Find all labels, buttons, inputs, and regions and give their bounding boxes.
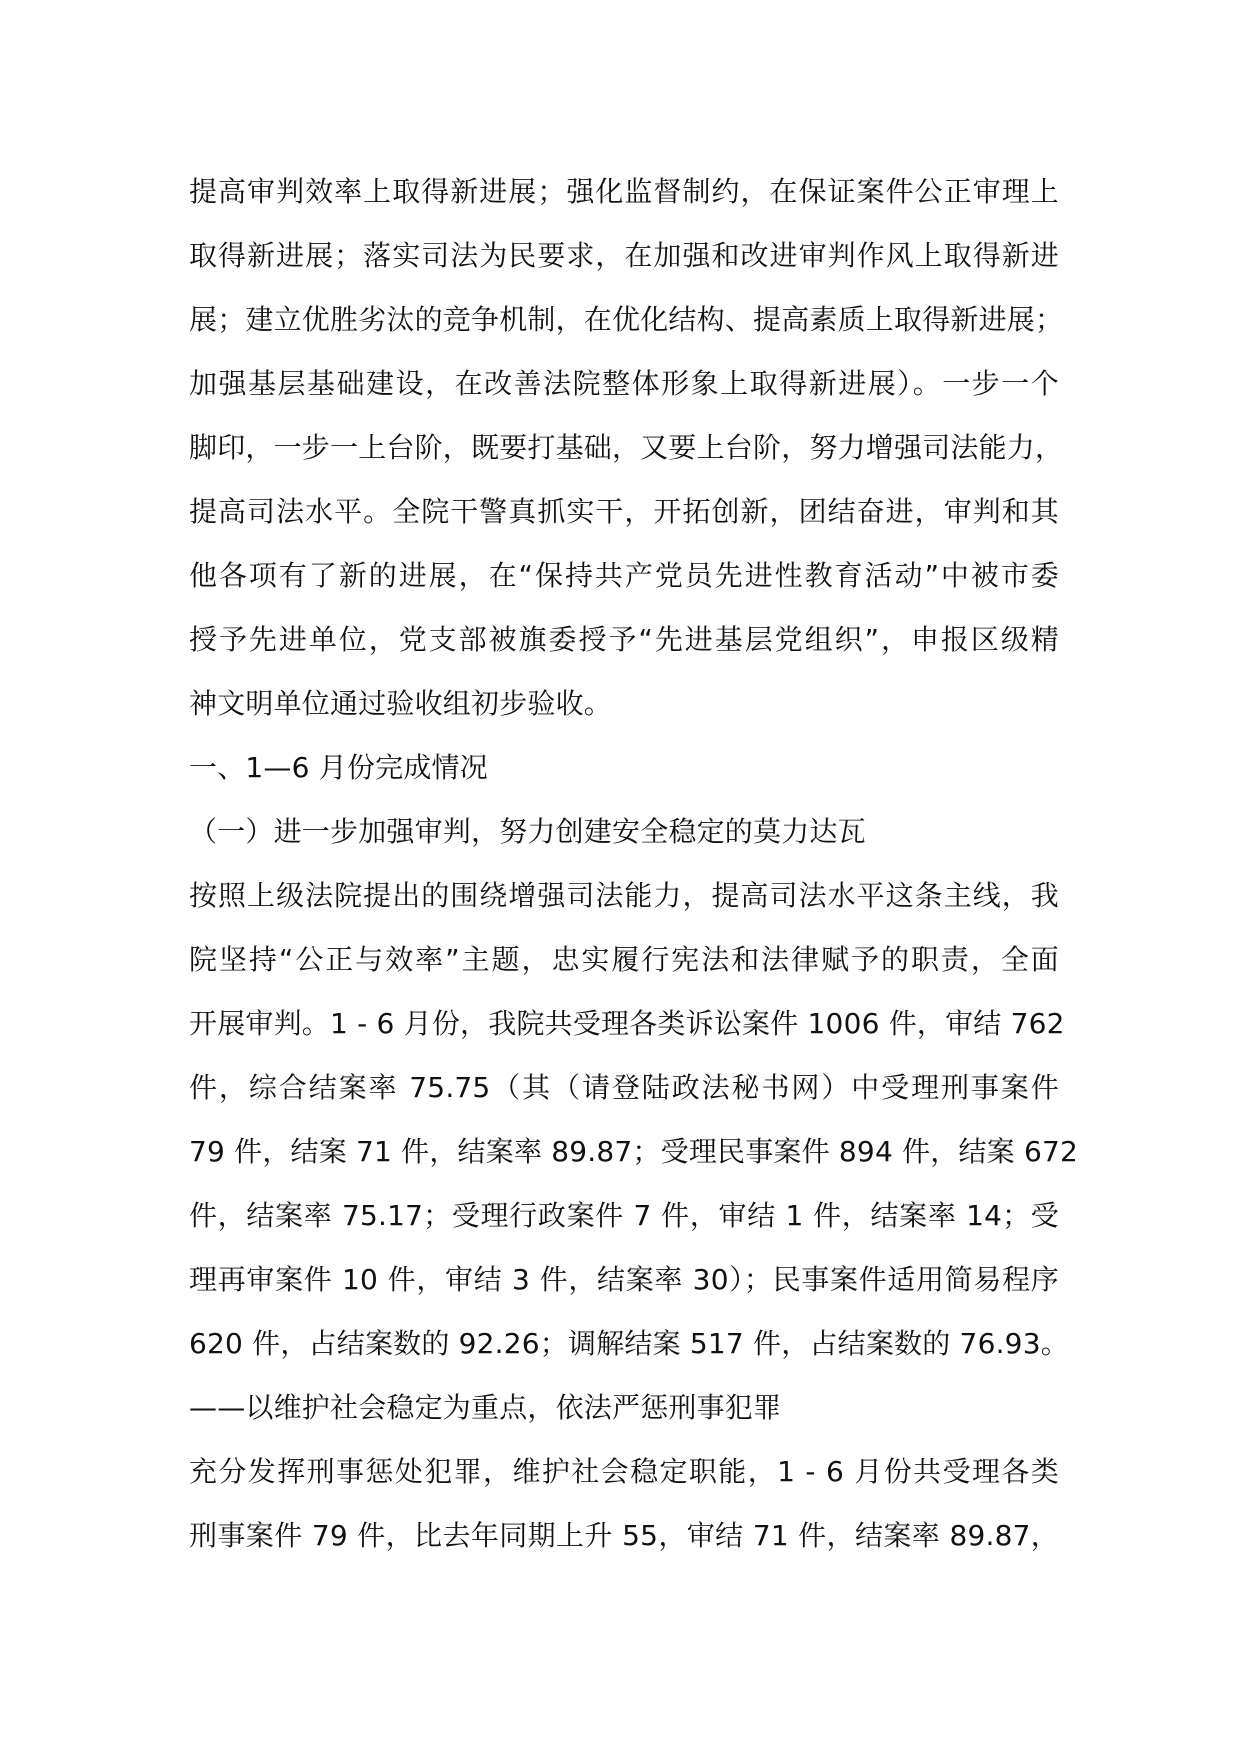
text-line: 理再审案件 10 件，审结 3 件，结案率 30）；民事案件适用简易程序 bbox=[189, 1263, 1059, 1296]
text-line: ——以维护社会稳定为重点，依法严惩刑事犯罪 bbox=[189, 1391, 782, 1424]
text-line: 提高司法水平。全院干警真抓实干，开拓创新，团结奋进，审判和其 bbox=[189, 495, 1059, 528]
text-line: 脚印，一步一上台阶，既要打基础，又要上台阶，努力增强司法能力， bbox=[189, 431, 1064, 464]
text-line: 展；建立优胜劣汰的竞争机制，在优化结构、提高素质上取得新进展； bbox=[189, 303, 1064, 336]
text-line: 他各项有了新的进展，在“保持共产党员先进性教育活动”中被市委 bbox=[189, 559, 1059, 592]
document-page bbox=[189, 160, 1079, 1568]
text-line: 授予先进单位，党支部被旗委授予“先进基层党组织”，申报区级精 bbox=[189, 623, 1059, 656]
text-line: 620 件，占结案数的 92.26；调解结案 517 件，占结案数的 76.93。 bbox=[189, 1327, 1069, 1360]
section-heading: 一、1—6 月份完成情况 bbox=[189, 751, 488, 784]
text-line: 刑事案件 79 件，比去年同期上升 55，审结 71 件，结案率 89.87， bbox=[189, 1519, 1059, 1552]
subsection-heading: （一）进一步加强审判，努力创建安全稳定的莫力达瓦 bbox=[189, 815, 866, 848]
text-line: 件，综合结案率 75.75（其（请登陆政法秘书网）中受理刑事案件 bbox=[189, 1071, 1059, 1104]
text-line: 开展审判。1 - 6 月份，我院共受理各类诉讼案件 1006 件，审结 762 bbox=[189, 1007, 1065, 1040]
text-line: 按照上级法院提出的围绕增强司法能力，提高司法水平这条主线，我 bbox=[189, 879, 1059, 912]
text-line: 件，结案率 75.17；受理行政案件 7 件，审结 1 件，结案率 14；受 bbox=[189, 1199, 1059, 1232]
text-line: 神文明单位通过验收组初步验收。 bbox=[189, 687, 613, 720]
text-line: 提高审判效率上取得新进展；强化监督制约，在保证案件公正审理上 bbox=[189, 175, 1059, 208]
text-line: 充分发挥刑事惩处犯罪，维护社会稳定职能，1 - 6 月份共受理各类 bbox=[189, 1455, 1059, 1488]
text-line: 院坚持“公正与效率”主题，忠实履行宪法和法律赋予的职责，全面 bbox=[189, 943, 1059, 976]
text-line: 取得新进展；落实司法为民要求，在加强和改进审判作风上取得新进 bbox=[189, 239, 1059, 272]
text-line: 79 件，结案 71 件，结案率 89.87；受理民事案件 894 件，结案 672 bbox=[189, 1135, 1079, 1168]
text-line: 加强基层基础建设，在改善法院整体形象上取得新进展）。一步一个 bbox=[189, 367, 1059, 400]
